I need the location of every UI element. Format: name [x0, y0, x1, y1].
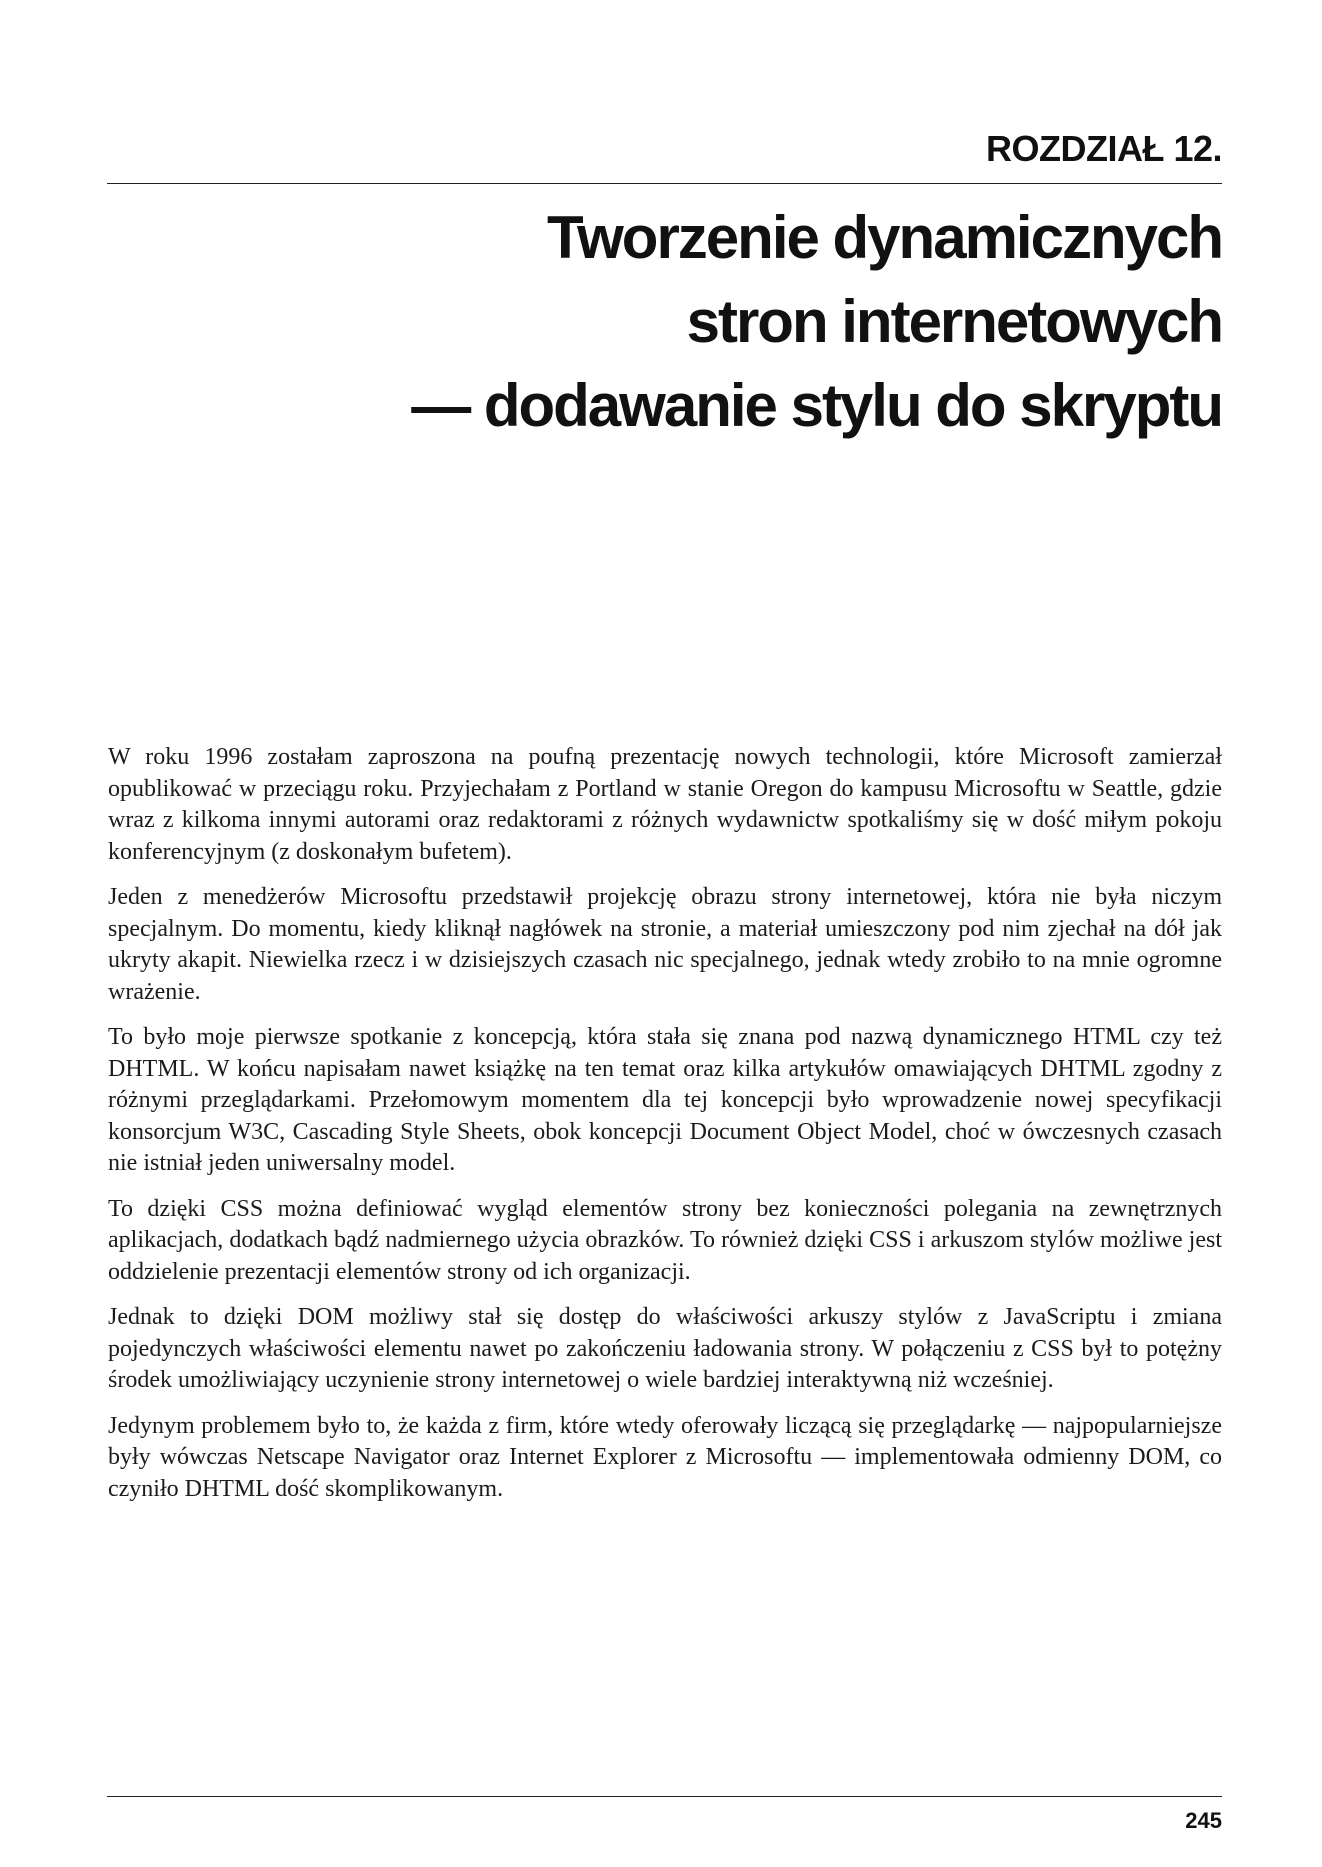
- paragraph: Jedynym problemem było to, że każda z firm, które wtedy oferowały liczącą się przeglądarkę — najpopularniejsze były wówczas Netscape Navigator oraz Internet Explorer z Microsoftu — implementowała odmienny DOM, co czyniło DHTML dość skomplikowanym.: [108, 1412, 1222, 1502]
- paragraph: W roku 1996 zostałam zaproszona na poufną prezentację nowych technologii, które Microsoft zamierzał opublikować w przeciągu roku. Przyjechałam z Portland w stanie Oregon do kampusu Microsoftu w Seattle, gdzie wraz z kilkoma innymi autorami oraz redaktorami z różnych wydawnictw spotkaliśmy się w dość miłym pokoju konferencyjnym (z doskonałym bufetem).: [108, 744, 1222, 865]
- page-number: 245: [1185, 1808, 1222, 1833]
- paragraph: To dzięki CSS można definiować wygląd elementów strony bez konieczności polegania na zewnętrznych aplikacjach, dodatkach bądź nadmiernego użycia obrazków. To również dzięki CSS i arkuszom stylów możliwe jest oddzielenie prezentacji elementów strony od ich organizacji.: [108, 1195, 1222, 1285]
- paragraph: To było moje pierwsze spotkanie z koncepcją, która stała się znana pod nazwą dynamicznego HTML czy też DHTML. W końcu napisałam nawet książkę na ten temat oraz kilka artykułów omawiających DHTML zgodny z różnymi przeglądarkami. Przełomowym momentem dla tej koncepcji było wprowadzenie nowej specyfikacji konsorcjum W3C, Cascading Style Sheets, obok koncepcji Document Object Model, choć w ówczesnych czasach nie istniał jeden uniwersalny model.: [108, 1024, 1222, 1176]
- paragraph: Jeden z menedżerów Microsoftu przedstawił projekcję obrazu strony internetowej, która nie była niczym specjalnym. Do momentu, kiedy kliknął nagłówek na stronie, a materiał umieszczony pod nim zjechał na dół jak ukryty akapit. Niewielka rzecz i w dzisiejszych czasach nic specjalnego, jednak wtedy zrobiło to na mnie ogromne wrażenie.: [108, 884, 1222, 1005]
- paragraph: Jednak to dzięki DOM możliwy stał się dostęp do właściwości arkuszy stylów z JavaScriptu i zmiana pojedynczych właściwości elementu nawet po zakończeniu ładowania strony. W połączeniu z CSS był to potężny środek umożliwiający uczynienie strony internetowej o wiele bardziej interaktywną niż wcześniej.: [108, 1304, 1222, 1393]
- chapter-title-line: — dodawanie stylu do skryptu: [411, 372, 1222, 439]
- chapter-title-line: Tworzenie dynamicznych: [546, 204, 1222, 271]
- header-rule: [107, 183, 1222, 184]
- chapter-title: [411, 196, 1222, 448]
- chapter-title-line: stron internetowych: [686, 288, 1222, 355]
- footer-rule: [107, 1796, 1222, 1797]
- body-text: [108, 742, 1222, 1519]
- chapter-label: ROZDZIAŁ 12.: [985, 128, 1222, 169]
